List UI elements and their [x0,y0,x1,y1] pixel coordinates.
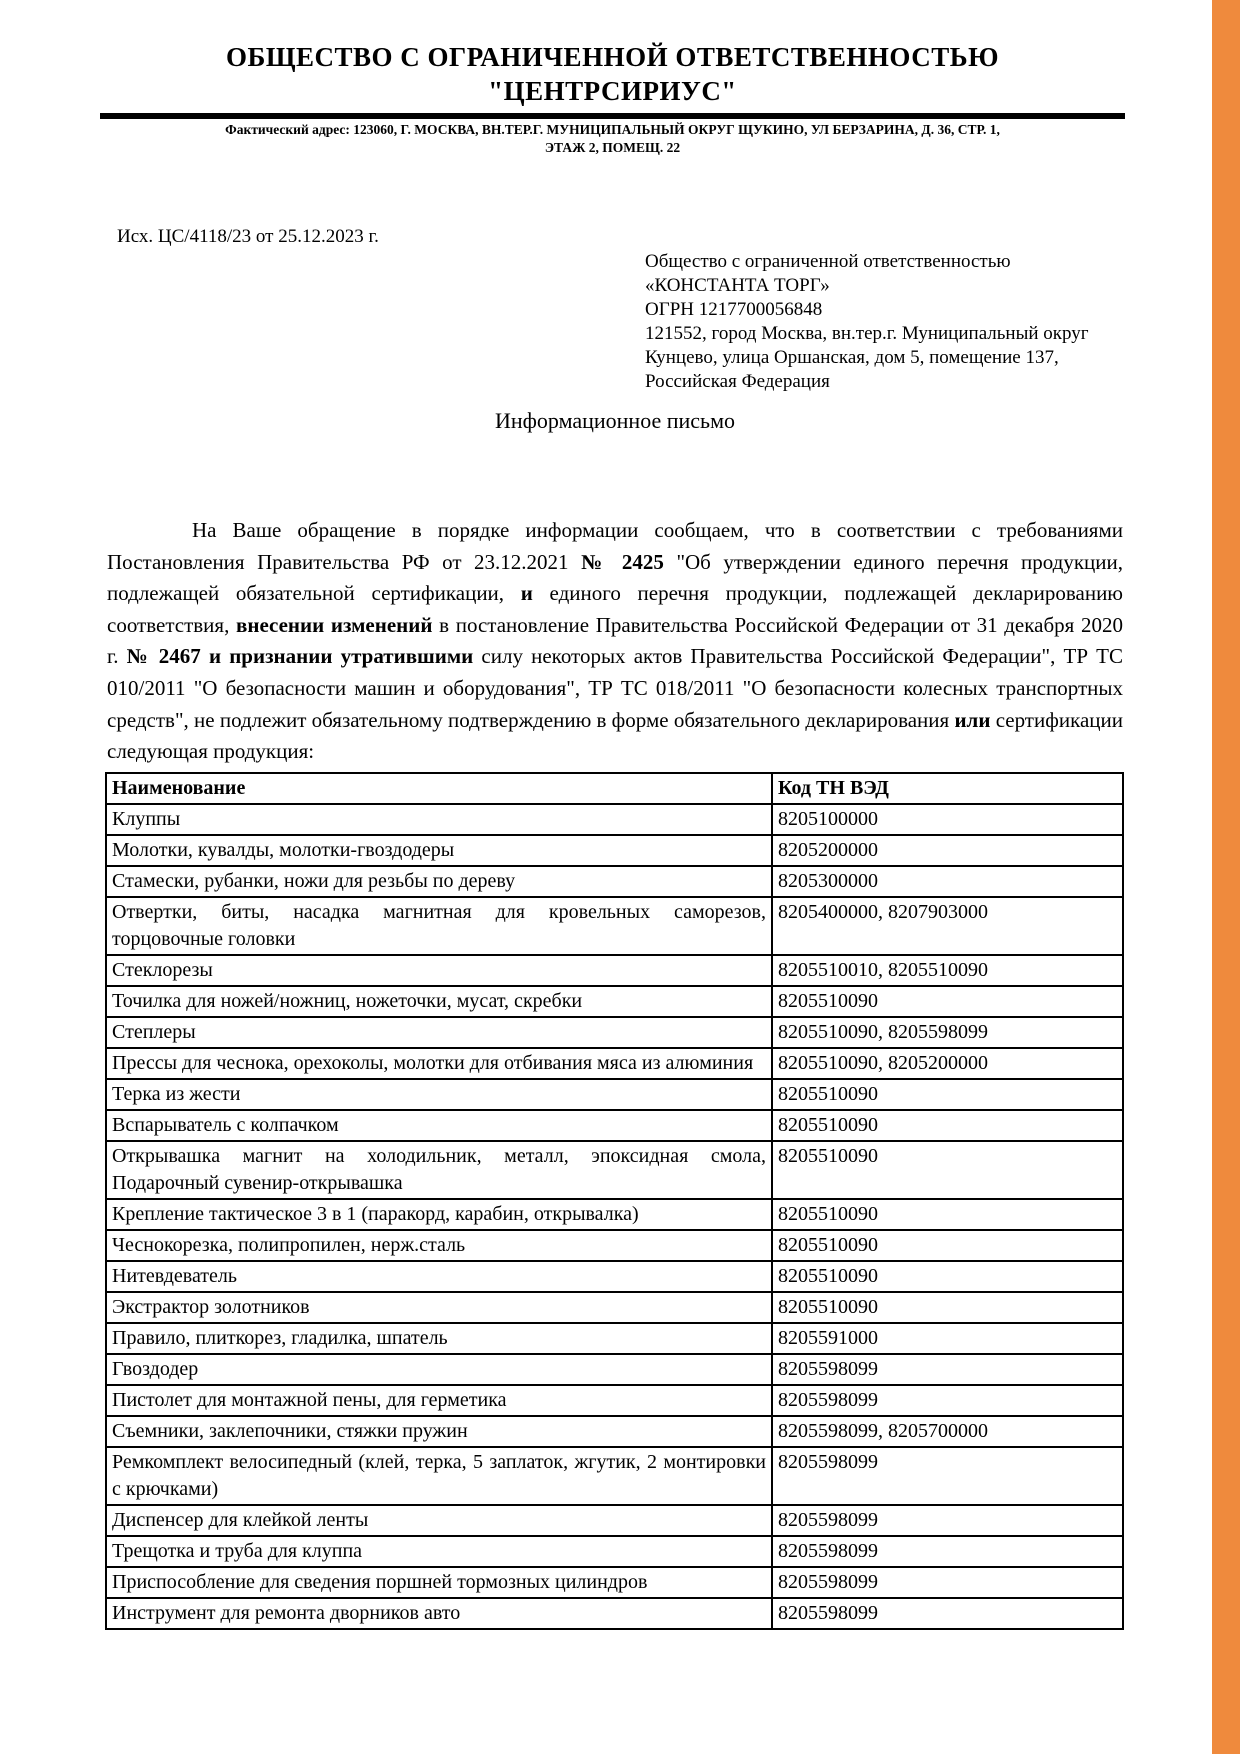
recipient-line: 121552, город Москва, вн.тер.г. Муниципальный округ [645,323,1089,344]
body-text-segment: № 2425 [581,549,677,574]
table-row [106,1385,1123,1416]
recipient-block [645,250,1140,394]
product-code-cell: 8205510090 [772,1261,1123,1292]
product-code-cell: 8205200000 [772,835,1123,866]
product-code-cell: 8205510090, 8205200000 [772,1048,1123,1079]
table-row [106,804,1123,835]
table-row [106,1598,1123,1629]
product-name-cell: Точилка для ножей/ножниц, ножеточки, мусат, скребки [106,986,772,1017]
accent-stripe [1212,0,1240,1754]
table-row [106,1447,1123,1505]
products-table [105,772,1124,1630]
product-code-cell: 8205510090, 8205598099 [772,1017,1123,1048]
company-name-line2: "ЦЕНТРСИРИУС" [488,76,737,106]
recipient-line: «КОНСТАНТА ТОРГ» [645,275,830,296]
product-name-cell: Степлеры [106,1017,772,1048]
product-name-cell: Стеклорезы [106,955,772,986]
product-code-cell: 8205300000 [772,866,1123,897]
body-paragraph [107,515,1123,768]
table-row [106,1199,1123,1230]
product-code-cell: 8205598099 [772,1354,1123,1385]
table-row [106,835,1123,866]
table-row [106,1261,1123,1292]
product-code-cell: 8205510090 [772,1199,1123,1230]
product-name-cell: Крепление тактическое 3 в 1 (паракорд, карабин, открывалка) [106,1199,772,1230]
recipient-line: Общество с ограниченной ответственностью [645,251,1011,272]
product-code-cell: 8205598099 [772,1447,1123,1505]
table-row [106,986,1123,1017]
product-name-cell: Диспенсер для клейкой ленты [106,1505,772,1536]
body-text-segment: или [954,707,991,732]
table-row [106,1230,1123,1261]
table-row [106,1416,1123,1447]
body-text-segment: и [520,581,533,606]
recipient-line: Российская Федерация [645,371,830,392]
body-text-segment: "Об утверждении единого перечня продукции, подлежащей обязательной сертификации, [107,549,1123,606]
product-name-cell: Чеснокорезка, полипропилен, нерж.сталь [106,1230,772,1261]
product-name-cell: Правило, плиткорез, гладилка, шпатель [106,1323,772,1354]
table-row [106,1079,1123,1110]
header-rule [100,113,1125,119]
table-row [106,1323,1123,1354]
table-row [106,866,1123,897]
table-header-row [106,773,1123,804]
product-name-cell: Инструмент для ремонта дворников авто [106,1598,772,1629]
recipient-line: ОГРН 1217700056848 [645,299,823,320]
product-code-cell: 8205598099 [772,1385,1123,1416]
product-name-cell: Открывашка магнит на холодильник, металл, эпоксидная смола, Подарочный сувенир-открывашка [106,1141,772,1199]
product-name-cell: Отвертки, биты, насадка магнитная для кровельных саморезов, торцовочные головки [106,897,772,955]
table-header-name: Наименование [106,773,772,804]
product-name-cell: Экстрактор золотников [106,1292,772,1323]
product-code-cell: 8205510090 [772,1141,1123,1199]
ref-number: Исх. ЦС/4118/23 от 25.12.2023 г. [117,226,379,247]
product-code-cell: 8205510090 [772,1292,1123,1323]
recipient-line: Кунцево, улица Оршанская, дом 5, помещение 137, [645,347,1059,368]
table-row [106,1354,1123,1385]
product-code-cell: 8205598099 [772,1505,1123,1536]
table-row [106,1567,1123,1598]
product-name-cell: Ремкомплект велосипедный (клей, терка, 5 заплаток, жгутик, 2 монтировки с крючками) [106,1447,772,1505]
product-code-cell: 8205598099 [772,1598,1123,1629]
body-text-segment: в постановление Правительства Российской Федерации от 31 декабря 2020 г. [107,612,1123,669]
product-name-cell: Вспарыватель с колпачком [106,1110,772,1141]
table-row [106,1110,1123,1141]
product-code-cell: 8205598099 [772,1536,1123,1567]
body-text-segment: сертификации следующая продукция: [107,707,1123,764]
product-name-cell: Гвоздодер [106,1354,772,1385]
product-code-cell: 8205510090 [772,1079,1123,1110]
product-code-cell: 8205591000 [772,1323,1123,1354]
address-line1: Фактический адрес: 123060, Г. МОСКВА, ВН.ТЕР.Г. МУНИЦИПАЛЬНЫЙ ОКРУГ ЩУКИНО, УЛ БЕРЗАРИНА, Д. 36, СТР. 1, [225,122,1000,137]
body-text-segment: внесении изменений [236,612,433,637]
table-row [106,1141,1123,1199]
product-code-cell: 8205510090 [772,986,1123,1017]
product-code-cell: 8205510090 [772,1110,1123,1141]
letter-title: Информационное письмо [494,408,735,433]
product-code-cell: 8205400000, 8207903000 [772,897,1123,955]
product-name-cell: Терка из жести [106,1079,772,1110]
table-row [106,1048,1123,1079]
body-text-segment: № 2467 и признании утратившими [126,644,474,669]
body-text-segment: На Ваше обращение в порядке информации сообщаем, что в соответствии с требованиями Постановления Правительства РФ от 23.12.2021 [107,518,1123,574]
table-row [106,897,1123,955]
letterhead [100,40,1125,157]
product-name-cell: Молотки, кувалды, молотки-гвоздодеры [106,835,772,866]
product-code-cell: 8205100000 [772,804,1123,835]
product-code-cell: 8205510090 [772,1230,1123,1261]
table-row [106,1536,1123,1567]
table-header-code: Код ТН ВЭД [772,773,1123,804]
products-table-body [106,804,1123,1629]
product-code-cell: 8205598099 [772,1567,1123,1598]
product-name-cell: Нитевдеватель [106,1261,772,1292]
product-name-cell: Стамески, рубанки, ножи для резьбы по дереву [106,866,772,897]
product-name-cell: Съемники, заклепочники, стяжки пружин [106,1416,772,1447]
table-row [106,955,1123,986]
company-name-line1: ОБЩЕСТВО С ОГРАНИЧЕННОЙ ОТВЕТСТВЕННОСТЬЮ [226,42,999,72]
product-name-cell: Прессы для чеснока, орехоколы, молотки для отбивания мяса из алюминия [106,1048,772,1079]
table-row [106,1292,1123,1323]
product-code-cell: 8205598099, 8205700000 [772,1416,1123,1447]
address-line2: ЭТАЖ 2, ПОМЕЩ. 22 [544,140,681,155]
product-name-cell: Пистолет для монтажной пены, для герметика [106,1385,772,1416]
body-text-segment: силу некоторых актов Правительства Российской Федерации", ТР ТС 010/2011 "О безопасности машин и оборудования", ТР ТС 018/2011 "О безопасности колесных транспортных средств", не подлежит обязательному подтверждению в форме обязательного декларирования [107,644,1124,732]
product-code-cell: 8205510010, 8205510090 [772,955,1123,986]
product-name-cell: Клуппы [106,804,772,835]
body-text-segment: единого перечня продукции, подлежащей декларированию соответствия, [107,581,1123,637]
product-name-cell: Трещотка и труба для клуппа [106,1536,772,1567]
product-name-cell: Приспособление для сведения поршней тормозных цилиндров [106,1567,772,1598]
table-row [106,1017,1123,1048]
table-row [106,1505,1123,1536]
